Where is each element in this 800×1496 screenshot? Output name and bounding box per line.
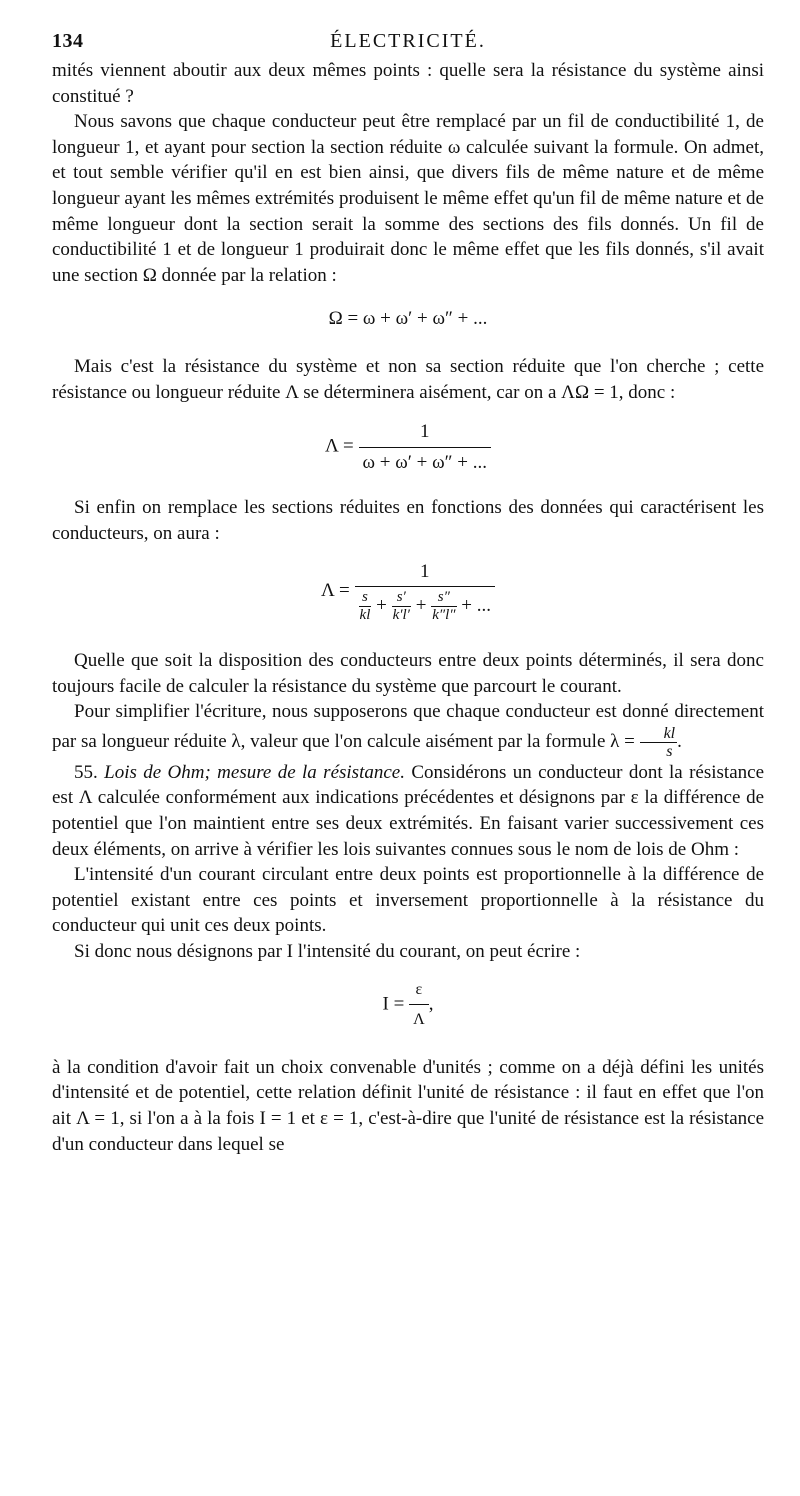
paragraph-7-text: Considérons un conducteur dont la résistance est Λ calculée conformément aux indications précédentes et désignons par ε la différence de potentiel que l'on maintient entre ses deux extrémités. En faisant varier successivement ces deux éléments, on arrive à vérifier les lois suivantes connues sous le nom de lois de Ohm : xyxy=(52,761,764,860)
term-2 xyxy=(392,589,411,624)
page-number: 134 xyxy=(52,30,84,52)
paragraph-7 xyxy=(52,760,764,862)
paragraph-6-text: Pour simplifier l'écriture, nous supposerons que chaque conducteur est donné directement par sa longueur réduite λ, valeur que l'on calcule aisément par la formule λ = xyxy=(52,701,764,752)
formula-lambda2-denominator xyxy=(355,587,495,624)
section-number: 55. xyxy=(74,761,98,783)
term-3 xyxy=(431,589,456,624)
formula-ohm-numerator: ε xyxy=(409,977,429,1006)
paragraph-8: L'intensité d'un courant circulant entre deux points est proportionnelle à la différence de potentiel existant entre ces points et inversement proportionnelle à la résistance du conducteur qui unit ces deux points. xyxy=(52,864,764,937)
paragraph-3: Mais c'est la résistance du système et non sa section réduite que l'on cherche ; cette résistance ou longueur réduite Λ se déterminera aisément, car on a ΛΩ = 1, donc : xyxy=(52,355,764,403)
paragraph-4: Si enfin on remplace les sections réduites en fonctions des données qui caractérisent les conducteurs, on aura : xyxy=(52,497,764,544)
formula-omega-sum: Ω = ω + ω′ + ω″ + ... xyxy=(328,308,488,330)
paragraph-10: à la condition d'avoir fait un choix convenable d'unités ; comme on a déjà défini les unités d'intensité et de potentiel, cette relation définit l'unité de résistance : il faut en effet que l'on ait Λ = 1, si l'on a à la fois I = 1 et ε = 1, c'est-à-dire que l'unité de résistance est la résistance d'un conducteur dans lequel se xyxy=(52,1056,764,1155)
term-2-denominator: k′l′ xyxy=(392,607,410,624)
formula-lambda2-lhs: Λ = xyxy=(321,579,350,601)
plus-sign: + xyxy=(415,594,427,616)
small-lambda-denominator: s xyxy=(666,742,673,760)
term-3-numerator: s″ xyxy=(431,589,456,607)
formula-ohm-lhs: I = xyxy=(382,993,405,1015)
section-title: Lois de Ohm; mesure de la résistance. xyxy=(104,761,405,783)
term-2-numerator: s′ xyxy=(392,589,411,607)
formula-ohm-fraction xyxy=(409,977,429,1033)
plus-sign: + xyxy=(376,594,387,616)
formula-lambda-numerator: 1 xyxy=(359,419,491,448)
formula-lambda-expanded xyxy=(52,559,764,625)
paragraph-1: mités viennent aboutir aux deux mêmes points : quelle sera la résistance du système ainsi constitué ? xyxy=(52,60,764,107)
formula-lambda2-tail: + ... xyxy=(461,594,491,616)
formula-lambda-lhs: Λ = xyxy=(325,435,354,457)
body-text xyxy=(52,58,764,1157)
formula-small-lambda xyxy=(640,725,678,760)
formula-ohm-tail: , xyxy=(428,993,434,1015)
formula-lambda2-numerator: 1 xyxy=(355,559,495,588)
paragraph-9: Si donc nous désignons par I l'intensité du courant, on peut écrire : xyxy=(74,941,581,963)
paragraph-5: Quelle que soit la disposition des conducteurs entre deux points déterminés, il sera donc toujours facile de calculer la résistance du système que parcourt le courant. xyxy=(52,650,764,697)
formula-lambda-fraction xyxy=(359,419,491,475)
formula-lambda xyxy=(52,419,764,475)
small-lambda-numerator: kl xyxy=(640,725,678,743)
formula-ohm-denominator: Λ xyxy=(413,1011,425,1029)
formula-lambda-denominator: ω + ω′ + ω″ + ... xyxy=(362,451,487,473)
term-3-denominator: k″l″ xyxy=(432,607,456,624)
document-page xyxy=(52,26,764,1466)
page-header xyxy=(52,26,764,58)
running-title: ÉLECTRICITÉ. xyxy=(330,30,486,52)
term-1 xyxy=(359,589,372,624)
paragraph-2: Nous savons que chaque conducteur peut être remplacé par un fil de conductibilité 1, de longueur 1, et ayant pour section la section réduite ω calculée suivant la formule. On admet, et tout semble vérifier qu'il en est bien ainsi, que divers fils de même nature et de même longueur ayant les mêmes extrémités produisent le même effet qu'un fil de même nature et de même longueur dont la section serait la somme des sections des fils donnés. Un fil de conductibilité 1 et de longueur 1 produirait donc le même effet que les fils donnés, s'il avait une section Ω donnée par la relation : xyxy=(52,111,764,286)
formula-lambda2-fraction xyxy=(355,559,495,625)
term-1-numerator: s xyxy=(359,589,372,607)
formula-ohm xyxy=(52,977,764,1033)
paragraph-6: Pour simplifier l'écriture, nous supposerons que chaque conducteur est donné directement par sa longueur réduite λ, valeur que l'on calcule aisément par la formule λ = $\frac{kl}{s}$ . xyxy=(52,701,764,760)
term-1-denominator: kl xyxy=(359,607,371,624)
